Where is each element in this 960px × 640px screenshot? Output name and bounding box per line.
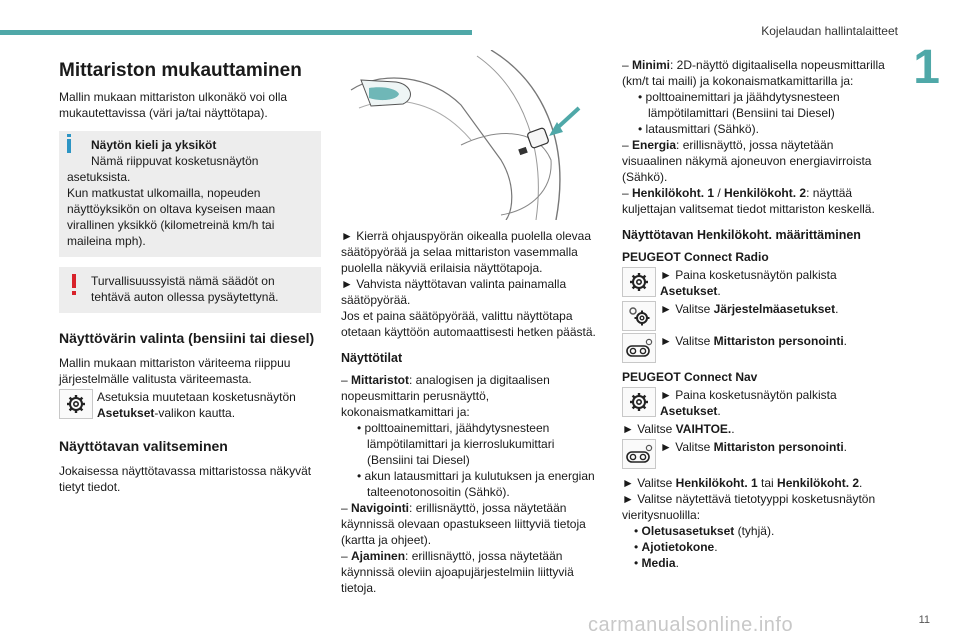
- heading-display-mode: Näyttötavan valitseminen: [59, 438, 228, 454]
- system-settings-icon: [622, 301, 656, 331]
- cluster-personalisation-icon: [622, 439, 656, 469]
- step-auto: Jos et paina säätöpyörää, valittu näyttötapa otetaan käyttöön automaattisesti hetken päästä.: [341, 309, 596, 339]
- heading-display-color: Näyttövärin valinta (bensiini tai diesel): [59, 330, 315, 346]
- warning-box: [59, 267, 321, 313]
- watermark: carmanualsonline.info: [588, 614, 794, 636]
- heading-display-modes: Näyttötilat: [341, 351, 403, 365]
- middle-column: [341, 228, 603, 596]
- page-number: 11: [918, 614, 930, 626]
- mode-minimum: – Minimi: 2D-näyttö digitaalisella nopeusmittarilla (km/t tai maili) ja kokonaismatkamittarilla ja:: [622, 58, 885, 88]
- nav-step: ► Valitse Mittariston personointi.: [622, 439, 890, 469]
- option-item: • Media.: [634, 556, 679, 570]
- mode-energy: – Energia: erillisnäyttö, jossa näytetään visuaalinen näkymä ajoneuvon energiavirroista (Sähkö).: [622, 138, 872, 184]
- radio-step: ► Valitse Järjestelmäasetukset.: [622, 301, 890, 331]
- heading-personal-setup: Näyttötavan Henkilökoht. määrittäminen: [622, 228, 861, 242]
- mode-gauges-bullet: • polttoainemittari, jäähdytysnesteen lämpötilamittari ja kierroslukumittari (Bensiini tai Diesel): [357, 421, 555, 467]
- mode-gauges: – Mittaristot: analogisen ja digitaalisen nopeusmittarin perusnäyttö, kokonaismatkamittari ja:: [341, 373, 550, 419]
- mode-personal: – Henkilökoht. 1 / Henkilökoht. 2: näyttää kuljettajan valitsemat tiedot mittariston keskellä.: [622, 186, 875, 216]
- settings-instruction: [59, 389, 321, 421]
- step-rotate: ► Kierrä ohjauspyörän oikealla puolella olevaa säätöpyörää ja selaa mittariston vasemmalla puolella näkyviä erilaisia näyttötapoja.: [341, 229, 592, 275]
- cluster-personalisation-icon: [622, 333, 656, 363]
- mode-navigation: – Navigointi: erillisnäyttö, jossa näytetään käynnissä olevaan opastukseen liittyviä tietoja (kartta ja ohjeet).: [341, 501, 586, 547]
- nav-step: ► Valitse VAIHTOE..: [622, 422, 735, 436]
- left-column: [59, 60, 321, 495]
- info-icon: [67, 139, 71, 153]
- step-confirm: ► Vahvista näyttötavan valinta painamalla säätöpyörää.: [341, 277, 567, 307]
- warning-icon: [72, 274, 76, 288]
- select-personal-step: ► Valitse Henkilökoht. 1 tai Henkilökoht. 2.: [622, 476, 863, 490]
- nav-title: PEUGEOT Connect Nav: [622, 370, 758, 384]
- option-item: • Oletusasetukset (tyhjä).: [634, 524, 775, 538]
- settings-instruction-text: Asetuksia muutetaan kosketusnäytön Asetukset-valikon kautta.: [97, 390, 296, 420]
- radio-title: PEUGEOT Connect Radio: [622, 250, 769, 264]
- select-info-step: ► Valitse näytettävä tietotyyppi kosketusnäytön vieritysnuolilla:: [622, 492, 876, 522]
- chapter-number: 1: [913, 41, 940, 94]
- warning-text: Turvallisuussyistä nämä säädöt on tehtävä auton ollessa pysäytettynä.: [91, 274, 279, 304]
- mode-minimum-bullet: • polttoainemittari ja jäähdytysnesteen lämpötilamittari (Bensiini tai Diesel): [638, 90, 840, 120]
- header-accent-bar: [0, 30, 472, 35]
- gear-icon: [622, 387, 656, 417]
- section-title: Mittariston mukauttaminen: [59, 60, 302, 81]
- radio-step: ► Paina kosketusnäytön palkista Asetukset.: [622, 267, 890, 299]
- intro-text: Mallin mukaan mittariston ulkonäkö voi olla mukautettavissa (väri ja/tai näyttötapa).: [59, 90, 288, 120]
- mode-minimum-bullet: • latausmittari (Sähkö).: [638, 122, 759, 136]
- gear-icon: [59, 389, 93, 419]
- mode-driving: – Ajaminen: erillisnäyttö, jossa näytetään käynnissä oleviin ajoapujärjestelmiin liittyviä tietoja.: [341, 549, 574, 595]
- nav-step: ► Paina kosketusnäytön palkista Asetukset.: [622, 387, 890, 419]
- mode-text: Jokaisessa näyttötavassa mittaristossa näkyvät tietyt tiedot.: [59, 464, 312, 494]
- gear-icon: [622, 267, 656, 297]
- steering-wheel-illustration: [341, 50, 603, 220]
- running-header: Kojelaudan hallintalaitteet: [761, 24, 898, 38]
- color-text: Mallin mukaan mittariston väriteema riippuu järjestelmälle valitusta väriteemasta.: [59, 356, 291, 386]
- right-column: [622, 57, 890, 571]
- info-title: Näytön kieli ja yksiköt: [91, 138, 217, 152]
- info-text: asetuksista. Kun matkustat ulkomailla, nopeuden näyttöyksikön on oltava kyseisen maan virallinen yksikkö (kilometreinä km/h tai maileina mph).: [67, 170, 276, 248]
- option-item: • Ajotietokone.: [634, 540, 718, 554]
- radio-step: ► Valitse Mittariston personointi.: [622, 333, 890, 363]
- info-box: [59, 131, 321, 257]
- mode-gauges-bullet: • akun latausmittari ja kulutuksen ja energian talteenotonosoitin (Sähkö).: [357, 469, 595, 499]
- info-line: Nämä riippuvat kosketusnäytön: [91, 154, 259, 168]
